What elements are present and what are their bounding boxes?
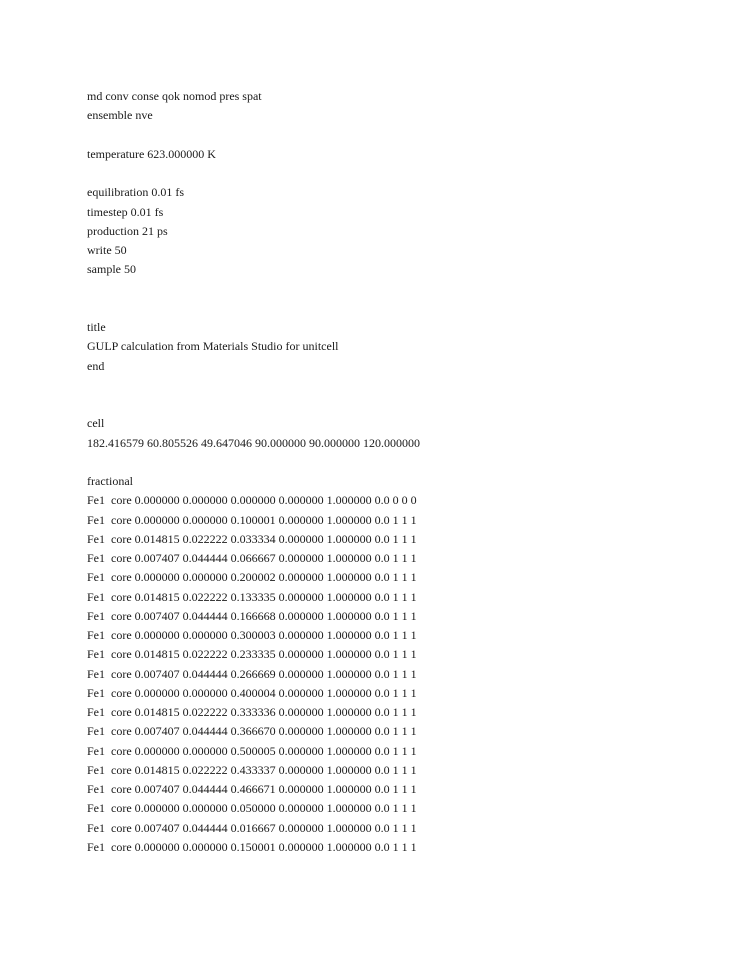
atom-row: Fe1 core 0.007407 0.044444 0.166668 0.000000 1.000000 0.0 1 1 1 [87,608,417,623]
atom-row: Fe1 core 0.007407 0.044444 0.266669 0.000000 1.000000 0.0 1 1 1 [87,666,417,681]
atom-row: Fe1 core 0.000000 0.000000 0.300003 0.000000 1.000000 0.0 1 1 1 [87,628,417,642]
atom-row: Fe1 core 0.007407 0.044444 0.016667 0.000000 1.000000 0.0 1 1 1 [87,820,417,835]
equilibration-line: equilibration 0.01 fs [87,185,184,200]
atom-row: Fe1 core 0.000000 0.000000 0.100001 0.000000 1.000000 0.0 1 1 1 [87,512,417,527]
atom-row: Fe1 core 0.000000 0.000000 0.400004 0.000000 1.000000 0.0 1 1 1 [87,685,417,700]
write-line: write 50 [87,243,127,257]
title-end: end [87,358,105,373]
document-page [87,87,727,857]
title-keyword: title [87,320,106,334]
md-keywords-line: md conv conse qok nomod pres spat [87,89,262,103]
atom-row: Fe1 core 0.014815 0.022222 0.233335 0.000000 1.000000 0.0 1 1 1 [87,647,417,662]
cell-params: 182.416579 60.805526 49.647046 90.000000 90.000000 120.000000 [87,435,420,450]
atom-row: Fe1 core 0.007407 0.044444 0.466671 0.000000 1.000000 0.0 1 1 1 [87,782,417,796]
atom-row: Fe1 core 0.000000 0.000000 0.500005 0.000000 1.000000 0.0 1 1 1 [87,743,417,758]
atom-row: Fe1 core 0.014815 0.022222 0.133335 0.000000 1.000000 0.0 1 1 1 [87,589,417,604]
atom-row: Fe1 core 0.000000 0.000000 0.150001 0.000000 1.000000 0.0 1 1 1 [87,839,417,854]
timestep-line: timestep 0.01 fs [87,204,164,219]
title-text: GULP calculation from Materials Studio for unitcell [87,339,339,354]
atom-row: Fe1 core 0.000000 0.000000 0.000000 0.000000 1.000000 0.0 0 0 0 [87,493,417,508]
atom-row: Fe1 core 0.000000 0.000000 0.050000 0.000000 1.000000 0.0 1 1 1 [87,801,417,816]
ensemble-line: ensemble nve [87,108,153,123]
production-line: production 21 ps [87,223,168,238]
sample-line: sample 50 [87,262,136,277]
atom-row: Fe1 core 0.007407 0.044444 0.366670 0.000000 1.000000 0.0 1 1 1 [87,724,417,739]
temperature-line: temperature 623.000000 K [87,146,216,161]
atom-row: Fe1 core 0.007407 0.044444 0.066667 0.000000 1.000000 0.0 1 1 1 [87,551,417,565]
atom-row: Fe1 core 0.014815 0.022222 0.433337 0.000000 1.000000 0.0 1 1 1 [87,762,417,777]
atom-row: Fe1 core 0.000000 0.000000 0.200002 0.000000 1.000000 0.0 1 1 1 [87,570,417,585]
atom-row: Fe1 core 0.014815 0.022222 0.033334 0.000000 1.000000 0.0 1 1 1 [87,531,417,546]
fractional-rows [87,491,727,857]
fractional-keyword: fractional [87,474,133,488]
cell-keyword: cell [87,416,105,431]
atom-row: Fe1 core 0.014815 0.022222 0.333336 0.000000 1.000000 0.0 1 1 1 [87,705,417,719]
